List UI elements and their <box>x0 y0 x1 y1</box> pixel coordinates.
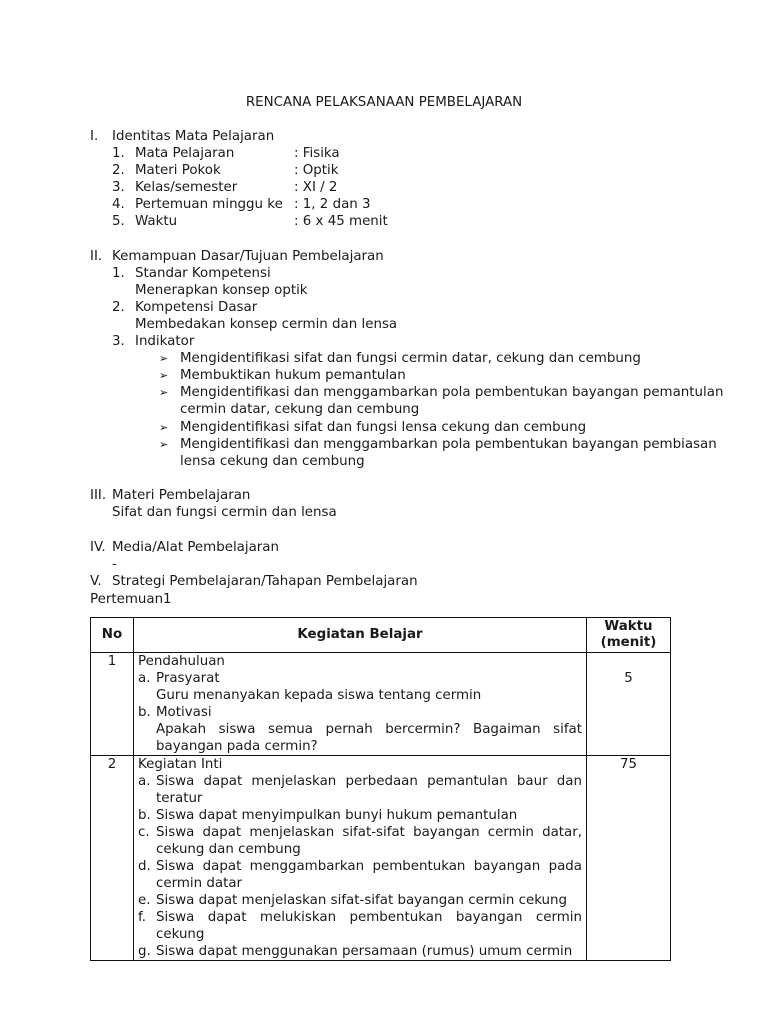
item-marker: d. <box>138 859 151 874</box>
item-marker: a. <box>138 774 151 789</box>
header-waktu-line1: Waktu <box>604 619 653 634</box>
section-2-number: II. <box>90 249 103 264</box>
indicator-label: Indikator <box>135 334 195 349</box>
activity-heading: Pendahuluan <box>138 654 225 669</box>
field-value: : XI / 2 <box>294 180 338 195</box>
field-label: Mata Pelajaran <box>135 146 235 161</box>
arrow-bullet-icon: ➢ <box>159 386 169 399</box>
item-subtext: Apakah siswa semua pernah bercermin? Bagaiman sifat bayangan pada cermin? <box>156 722 582 754</box>
field-label: Materi Pokok <box>135 163 221 178</box>
list-number: 2. <box>112 163 125 178</box>
header-no: No <box>91 618 134 653</box>
arrow-bullet-icon: ➢ <box>159 352 169 365</box>
field-value: : Optik <box>294 163 339 178</box>
field-value: : Fisika <box>294 146 340 161</box>
indicator-item: Mengidentifikasi dan menggambarkan pola pembentukan bayangan pemantulan <box>180 385 724 400</box>
list-item <box>134 704 586 721</box>
section-4-heading: Media/Alat Pembelajaran <box>112 540 279 555</box>
item-marker: b. <box>138 808 151 823</box>
section-2-heading: Kemampuan Dasar/Tujuan Pembelajaran <box>112 249 384 264</box>
item-marker: f. <box>138 910 146 925</box>
competency-desc: Membedakan konsep cermin dan lensa <box>135 317 398 332</box>
indicator-item: Mengidentifikasi sifat dan fungsi lensa cekung dan cembung <box>180 420 587 435</box>
list-number: 5. <box>112 214 125 229</box>
item-text: Siswa dapat menggambarkan pembentukan bayangan pada cermin datar <box>156 859 582 891</box>
table-row <box>91 653 671 756</box>
activity-cell <box>134 653 587 756</box>
list-item <box>134 909 586 943</box>
item-subtext: Guru menanyakan kepada siswa tentang cermin <box>156 688 482 703</box>
activity-heading: Kegiatan Inti <box>138 757 223 772</box>
section-4-desc: - <box>112 557 117 572</box>
section-1-heading: Identitas Mata Pelajaran <box>112 129 275 144</box>
list-number: 1. <box>112 266 125 281</box>
item-text: Siswa dapat menjelaskan sifat-sifat bayangan cermin cekung <box>156 893 568 908</box>
list-number: 3. <box>112 180 125 195</box>
header-waktu-line2: (menit) <box>600 635 657 650</box>
table-header-row <box>91 618 671 653</box>
activity-cell <box>134 756 587 961</box>
section-4-number: IV. <box>90 540 106 555</box>
duration-cell <box>587 653 671 756</box>
item-text: Siswa dapat menjelaskan sifat-sifat bayangan cermin datar, cekung dan cembung <box>156 825 582 857</box>
item-text: Siswa dapat melukiskan pembentukan bayangan cermin cekung <box>156 910 582 942</box>
row-number: 1 <box>91 653 134 756</box>
duration-value: 75 <box>619 757 638 772</box>
indicator-item: Mengidentifikasi dan menggambarkan pola pembentukan bayangan pembiasan <box>180 437 717 452</box>
list-number: 3. <box>112 334 125 349</box>
list-item <box>134 670 586 687</box>
section-3-heading: Materi Pembelajaran <box>112 488 251 503</box>
item-text: Motivasi <box>156 705 212 720</box>
field-value: : 1, 2 dan 3 <box>294 197 371 212</box>
header-kegiatan: Kegiatan Belajar <box>134 618 587 653</box>
field-label: Waktu <box>135 214 178 229</box>
competency-desc: Menerapkan konsep optik <box>135 283 308 298</box>
field-label: Kelas/semester <box>135 180 238 195</box>
item-text: Siswa dapat menjelaskan perbedaan pemantulan baur dan teratur <box>156 774 582 806</box>
header-waktu <box>587 618 671 653</box>
indicator-item: Membuktikan hukum pemantulan <box>180 368 406 383</box>
activity-table <box>90 617 671 961</box>
list-item <box>134 892 586 909</box>
list-number: 4. <box>112 197 125 212</box>
indicator-item-continued: lensa cekung dan cembung <box>180 454 365 469</box>
section-5-number: V. <box>90 574 102 589</box>
indicator-item-continued: cermin datar, cekung dan cembung <box>180 402 420 417</box>
list-item <box>134 943 586 960</box>
list-item <box>134 858 586 892</box>
table-row <box>91 756 671 961</box>
section-1-number: I. <box>90 129 99 144</box>
indicator-item: Mengidentifikasi sifat dan fungsi cermin datar, cekung dan cembung <box>180 351 641 366</box>
list-item <box>134 807 586 824</box>
document-title: RENCANA PELAKSANAAN PEMBELAJARAN <box>245 95 523 110</box>
duration-value: 5 <box>624 671 633 686</box>
meeting-label: Pertemuan1 <box>90 592 172 607</box>
duration-cell <box>587 756 671 961</box>
list-item <box>134 824 586 858</box>
item-marker: g. <box>138 944 151 959</box>
item-marker: b. <box>138 705 151 720</box>
section-3-desc: Sifat dan fungsi cermin dan lensa <box>112 505 337 520</box>
item-text: Prasyarat <box>156 671 220 686</box>
list-number: 2. <box>112 300 125 315</box>
item-marker: e. <box>138 893 151 908</box>
arrow-bullet-icon: ➢ <box>159 438 169 451</box>
arrow-bullet-icon: ➢ <box>159 421 169 434</box>
list-item <box>134 773 586 807</box>
competency-label: Kompetensi Dasar <box>135 300 258 315</box>
section-3-number: III. <box>90 488 107 503</box>
field-value: : 6 x 45 menit <box>294 214 388 229</box>
arrow-bullet-icon: ➢ <box>159 369 169 382</box>
item-text: Siswa dapat menggunakan persamaan (rumus) umum cermin <box>156 944 573 959</box>
competency-label: Standar Kompetensi <box>135 266 271 281</box>
field-label: Pertemuan minggu ke <box>135 197 283 212</box>
item-marker: a. <box>138 671 151 686</box>
item-text: Siswa dapat menyimpulkan bunyi hukum pemantulan <box>156 808 518 823</box>
list-number: 1. <box>112 146 125 161</box>
item-marker: c. <box>138 825 150 840</box>
row-number: 2 <box>91 756 134 961</box>
section-5-heading: Strategi Pembelajaran/Tahapan Pembelajaran <box>112 574 418 589</box>
